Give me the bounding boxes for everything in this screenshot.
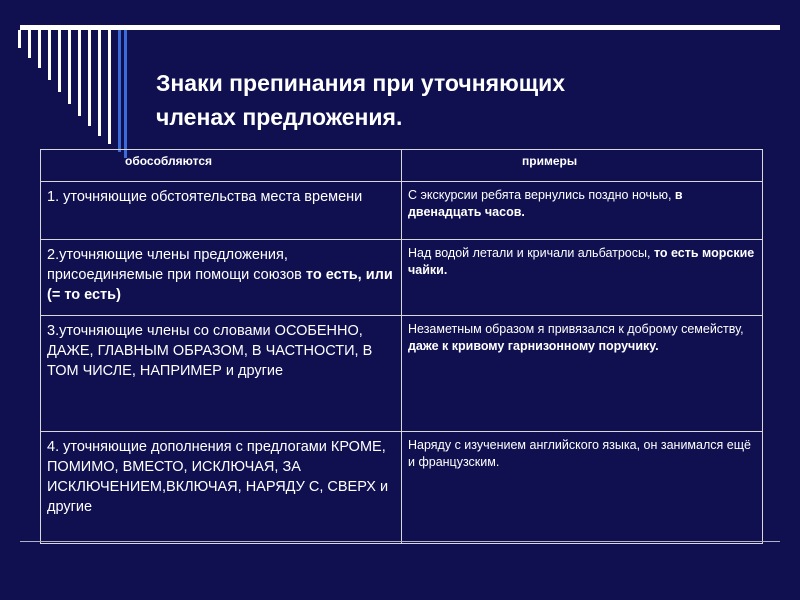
table-row — [41, 182, 763, 240]
header-primery: примеры — [402, 150, 763, 182]
example-text: Над водой летали и кричали альбатросы, — [408, 246, 651, 260]
slide-title — [156, 66, 716, 134]
rule-cell — [41, 432, 402, 544]
table-row — [41, 432, 763, 544]
bottom-divider — [20, 541, 780, 542]
example-cell — [402, 240, 763, 316]
punctuation-table — [40, 149, 763, 544]
example-text: Наряду с изучением английского языка, он занимался ещё и французским. — [408, 438, 751, 469]
example-text: С экскурсии ребята вернулись поздно ночью, — [408, 188, 672, 202]
table-row — [41, 316, 763, 432]
example-bold-text: даже к кривому гарнизонному поручику. — [408, 339, 659, 353]
table-header-row — [41, 150, 763, 182]
decorative-stripes — [18, 30, 138, 160]
rule-text: 1. уточняющие обстоятельства места времени — [47, 189, 363, 205]
rule-text: 4. уточняющие дополнения с предлогами КРОМЕ, ПОМИМО, ВМЕСТО, ИСКЛЮЧАЯ, ЗА ИСКЛЮЧЕНИЕМ,ВКЛЮЧАЯ, НАРЯДУ С, СВЕРХ и другие — [47, 439, 389, 515]
table-row — [41, 240, 763, 316]
example-bold-text: то есть морские чайки. — [408, 246, 755, 277]
rule-text: 2.уточняющие члены предложения, присоединяемые при помощи союзов — [47, 247, 302, 283]
rule-text: 3.уточняющие члены со словами ОСОБЕННО, ДАЖЕ, ГЛАВНЫМ ОБРАЗОМ, В ЧАСТНОСТИ, В ТОМ ЧИСЛЕ, НАПРИМЕР и другие — [47, 323, 373, 379]
title-line-1: Знаки препинания при уточняющих — [156, 70, 566, 96]
example-cell — [402, 316, 763, 432]
rule-cell — [41, 316, 402, 432]
rule-cell — [41, 182, 402, 240]
title-line-2: членах предложения. — [156, 104, 403, 130]
rule-bold-text: то есть, или (= то есть) — [47, 267, 393, 303]
example-bold-text: в двенадцать часов. — [408, 188, 683, 219]
header-obosoblyayutsya: обособляются — [41, 150, 402, 182]
rule-cell — [41, 240, 402, 316]
example-cell — [402, 182, 763, 240]
example-text: Незаметным образом я привязался к доброму семейству, — [408, 322, 744, 336]
example-cell — [402, 432, 763, 544]
